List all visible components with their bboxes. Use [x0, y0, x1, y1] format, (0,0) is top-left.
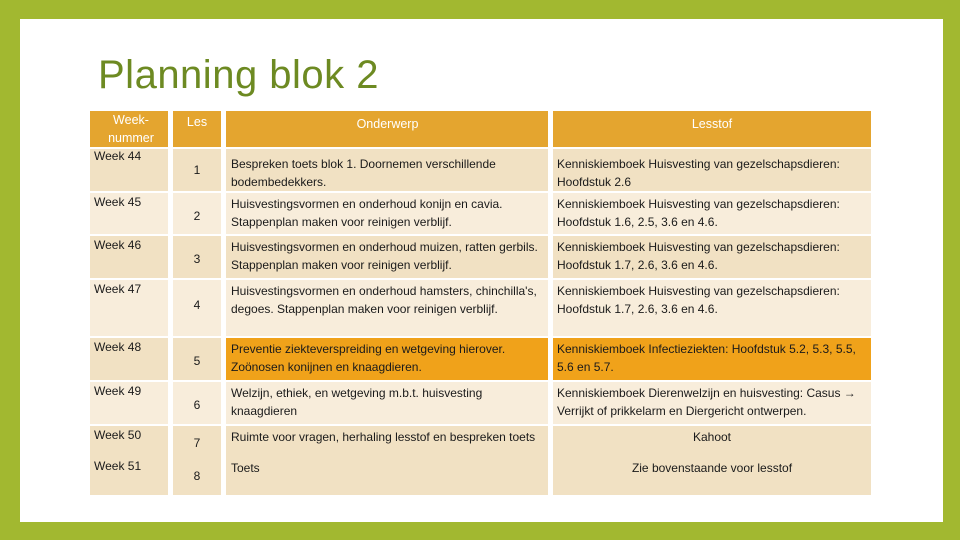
- cell-week: Week 47: [90, 278, 173, 336]
- table-header-row: [90, 111, 871, 147]
- table-row: [90, 424, 871, 459]
- cell-onderwerp: Huisvestingsvormen en onderhoud hamsters, chinchilla's, degoes. Stappenplan maken voor reinigen verblijf.: [226, 278, 553, 336]
- cell-week: Week 50: [90, 424, 173, 459]
- cell-week: Week 48: [90, 336, 173, 380]
- cell-les: [173, 336, 226, 380]
- cell-onderwerp: Huisvestingsvormen en onderhoud muizen, ratten gerbils. Stappenplan maken voor reinigen verblijf.: [226, 234, 553, 278]
- cell-onderwerp: Welzijn, ethiek, en wetgeving m.b.t. huisvesting knaagdieren: [226, 380, 553, 424]
- cell-lesstof: Kenniskiemboek Infectieziekten: Hoofdstuk 5.2, 5.3, 5.5, 5.6 en 5.7.: [553, 336, 871, 380]
- cell-week: Week 44: [90, 147, 173, 191]
- cell-les: [173, 278, 226, 336]
- les-number: 4: [193, 298, 201, 312]
- cell-week: Week 49: [90, 380, 173, 424]
- cell-lesstof: Kahoot: [553, 424, 871, 459]
- slide-title: Planning blok 2: [98, 53, 380, 97]
- table-row: [90, 278, 871, 336]
- cell-les: [173, 191, 226, 234]
- table-row: [90, 234, 871, 278]
- cell-les: [173, 459, 226, 495]
- cell-week: Week 45: [90, 191, 173, 234]
- les-number: 6: [193, 398, 201, 412]
- cell-les: [173, 380, 226, 424]
- cell-onderwerp: Preventie ziekteverspreiding en wetgeving hierover. Zoönosen konijnen en knaagdieren.: [226, 336, 553, 380]
- cell-lesstof: Kenniskiemboek Huisvesting van gezelschapsdieren: Hoofdstuk 1.7, 2.6, 3.6 en 4.6.: [553, 234, 871, 278]
- cell-onderwerp: Toets: [226, 459, 553, 495]
- cell-lesstof: Kenniskiemboek Huisvesting van gezelschapsdieren: Hoofdstuk 1.6, 2.5, 3.6 en 4.6.: [553, 191, 871, 234]
- cell-lesstof: Kenniskiemboek Huisvesting van gezelschapsdieren: Hoofdstuk 1.7, 2.6, 3.6 en 4.6.: [553, 278, 871, 336]
- les-number: 1: [193, 163, 201, 177]
- les-number: 8: [193, 469, 201, 483]
- planning-table: [90, 111, 871, 495]
- cell-lesstof: Kenniskiemboek Huisvesting van gezelschapsdieren: Hoofdstuk 2.6: [553, 147, 871, 191]
- cell-les: [173, 424, 226, 459]
- header-onderwerp: Onderwerp: [226, 111, 553, 147]
- les-number: 2: [193, 209, 201, 223]
- les-number: 5: [193, 354, 201, 368]
- header-week: Week-nummer: [90, 111, 173, 147]
- cell-week: Week 46: [90, 234, 173, 278]
- cell-onderwerp: Huisvestingsvormen en onderhoud konijn en cavia. Stappenplan maken voor reinigen verblijf.: [226, 191, 553, 234]
- cell-les: [173, 234, 226, 278]
- les-number: 3: [193, 252, 201, 266]
- table-row: [90, 191, 871, 234]
- table-row: [90, 147, 871, 191]
- cell-week: Week 51: [90, 459, 173, 495]
- cell-onderwerp: Ruimte voor vragen, herhaling lesstof en bespreken toets: [226, 424, 553, 459]
- cell-lesstof: Kenniskiemboek Dierenwelzijn en huisvesting: Casus → Verrijkt of prikkelarm en Diergericht ontwerpen.: [553, 380, 871, 424]
- table-row: [90, 336, 871, 380]
- cell-lesstof: Zie bovenstaande voor lesstof: [553, 459, 871, 495]
- table-row: [90, 380, 871, 424]
- cell-les: [173, 147, 226, 191]
- table-row: [90, 459, 871, 495]
- les-number: 7: [193, 436, 201, 450]
- header-lesstof: Lesstof: [553, 111, 871, 147]
- cell-onderwerp: Bespreken toets blok 1. Doornemen verschillende bodembedekkers.: [226, 147, 553, 191]
- header-les: Les: [173, 111, 226, 147]
